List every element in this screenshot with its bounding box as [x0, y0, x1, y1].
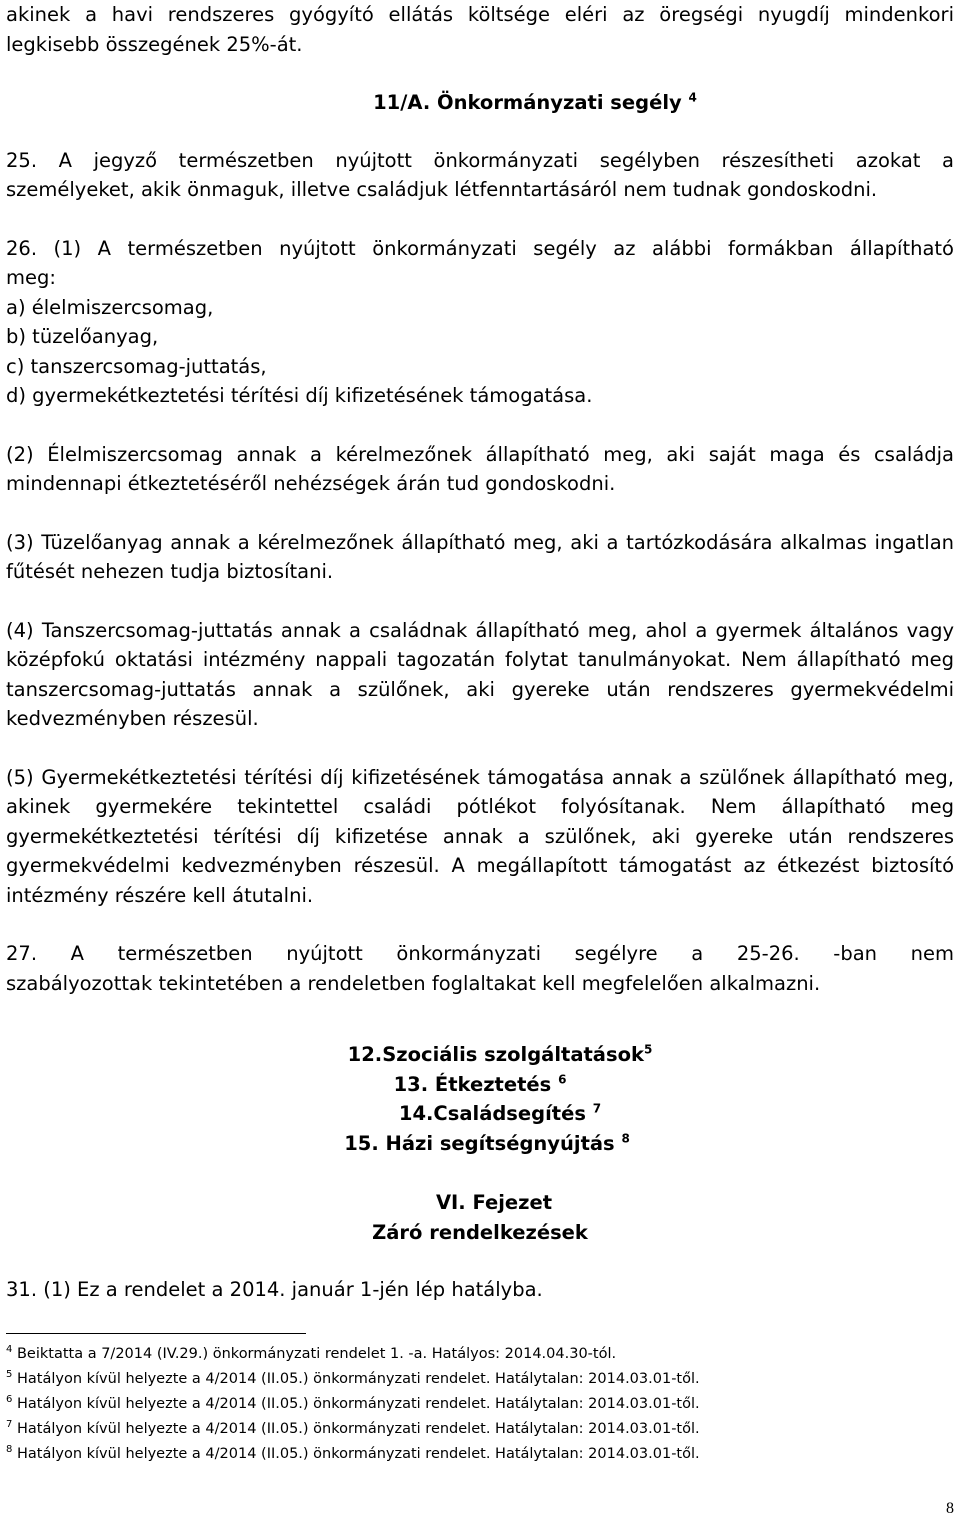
footnote: $^4$ Beiktatta a 7/2014 (IV.29.) önkormányzati rendelet 1. -a. Hatályos: 2014.04.30-tól.	[6, 1343, 617, 1362]
list-item: d) gyermekétkeztetési térítési díj kifizetésének támogatása.	[6, 384, 593, 407]
chapter-subtitle: Záró rendelkezések	[372, 1220, 588, 1244]
heading-13: 13. Étkeztetés $^6$	[393, 1072, 567, 1096]
footnote-ref: 6	[558, 1072, 567, 1086]
footnote-separator	[6, 1333, 306, 1334]
section-26-intro: 26. (1) A természetben nyújtott önkormányzati segély az alábbi formákban állapítható	[6, 236, 954, 260]
footnote-ref: 4	[688, 90, 697, 105]
footnote-ref: 5	[643, 1042, 653, 1057]
list-item: a) élelmiszercsomag,	[6, 295, 214, 319]
text-line: legkisebb összegének 25%-át.	[6, 32, 303, 56]
footnote: $^7$ Hatályon kívül helyezte a 4/2014 (II.05.) önkormányzati rendelet. Hatálytalan: 2014.03.01-től.	[6, 1418, 700, 1437]
paragraph-2: (2) Élelmiszercsomag annak a kérelmezőnek állapítható meg, aki saját maga és családja mindennapi étkeztetéséről nehézségek árán tud gondoskodni.	[6, 442, 954, 495]
footnote: $^5$ Hatályon kívül helyezte a 4/2014 (II.05.) önkormányzati rendelet. Hatálytalan: 2014.03.01-től.	[6, 1368, 700, 1387]
footnote: $^8$ Hatályon kívül helyezte a 4/2014 (II.05.) önkormányzati rendelet. Hatálytalan: 2014.03.01-től.	[6, 1443, 700, 1462]
chapter-title: VI. Fejezet	[435, 1191, 553, 1214]
section-26-intro: meg:	[6, 266, 56, 289]
footnote-ref: 7	[592, 1101, 602, 1116]
page-number: 8	[946, 1500, 954, 1517]
section-25-line: 25. A jegyző természetben nyújtott önkormányzati segélyben részesítheti azokat a	[6, 148, 954, 172]
footnote: $^6$ Hatályon kívül helyezte a 4/2014 (II.05.) önkormányzati rendelet. Hatálytalan: 2014.03.01-től.	[6, 1393, 700, 1412]
text-line: akinek a havi rendszeres gyógyító ellátás költsége eléri az öregségi nyugdíj mindenkori	[6, 3, 954, 26]
footnotes	[6, 1342, 954, 1467]
document-page	[6, 0, 954, 1467]
list-item: b) tüzelőanyag,	[6, 325, 159, 348]
paragraph-3: (3) Tüzelőanyag annak a kérelmezőnek állapítható meg, aki a tartózkodására alkalmas ingatlan fűtését nehezen tudja biztosítani.	[6, 530, 954, 583]
section-31: 31. (1) Ez a rendelet a 2014. január 1-jén lép hatályba.	[6, 1278, 543, 1301]
list-item: c) tanszercsomag-juttatás,	[6, 354, 267, 378]
heading-15: 15. Házi segítségnyújtás $^8$	[344, 1131, 630, 1155]
heading-14: 14.Családsegítés $^7$	[398, 1101, 602, 1125]
paragraph-5: (5) Gyermekétkeztetési térítési díj kifizetésének támogatása annak a szülőnek állapítható meg, akinek gyermekére tekintettel családi pótlékot folyósítanak. Nem állapítható meg gyermekétkeztetési térítési díj kifizetése annak a szülőnek, aki gyereke után rendszeres gyermekvédelmi kedvezményben részesül. A megállapított támogatást az étkezést biztosító intézmény részére kell átutalni.	[6, 765, 954, 907]
section-27-line: 27. A természetben nyújtott önkormányzati segélyre a 25-26. -ban nem	[6, 942, 954, 965]
heading-12: 12.Szociális szolgáltatások$^5$	[347, 1042, 653, 1066]
paragraph-4: (4) Tanszercsomag-juttatás annak a családnak állapítható meg, ahol a gyermek általános vagy középfokú oktatási intézmény nappali tagozatán folytat tanulmányokat. Nem állapítható meg tanszercsomag-juttatás annak a szülőnek, aki gyereke után rendszeres gyermekvédelmi kedvezményben részesül.	[6, 618, 954, 730]
footnote-ref: 8	[621, 1131, 630, 1145]
section-25-line: személyeket, akik önmaguk, illetve családjuk létfenntartásáról nem tudnak gondoskodni.	[6, 178, 878, 201]
section-27-line: szabályozottak tekintetében a rendeletben foglaltakat kell megfelelően alkalmazni.	[6, 971, 821, 995]
section-heading-11a: 11/A. Önkormányzati segély $^4$	[373, 90, 697, 114]
